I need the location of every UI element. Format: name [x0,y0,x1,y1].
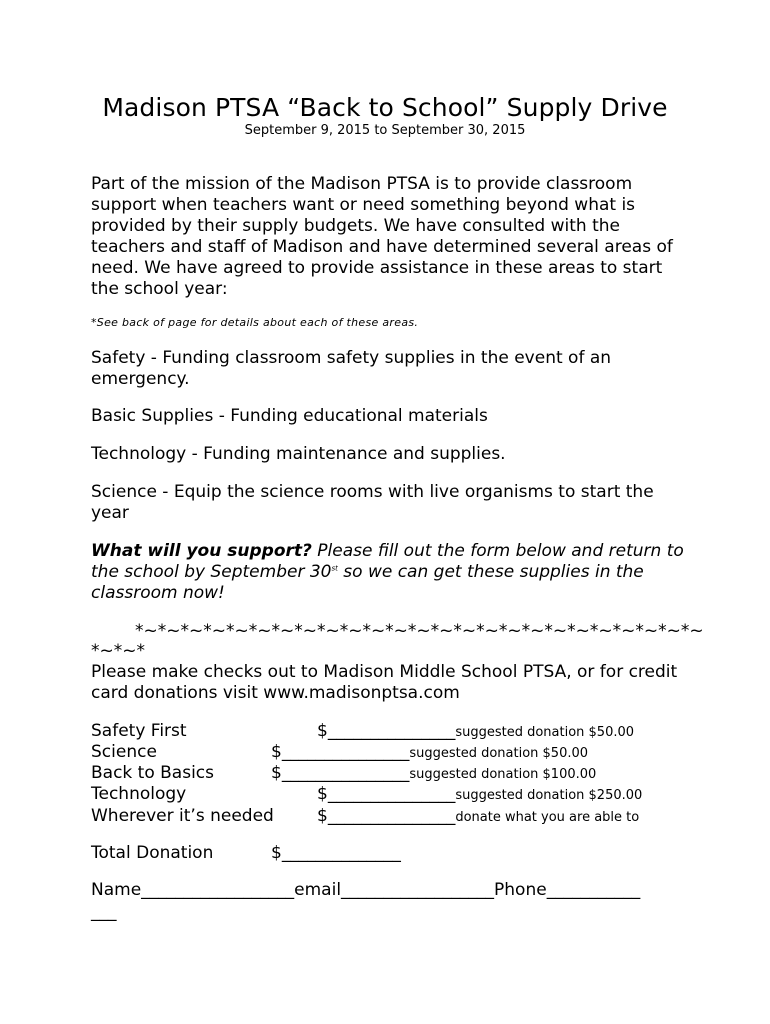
intro-paragraph: Part of the mission of the Madison PTSA is to provide classroom support when teachers want or need something beyond what is provided by their supply budgets. We have consulted with the teachers and staff of Madison and have determined several areas of need. We have agreed to provide assistance in these areas to start the school year: [91,174,673,299]
support-question-lead: What will you support? [91,541,312,561]
donation-label: Back to Basics [91,763,215,783]
donation-row-science [0,742,770,763]
page-title: Madison PTSA “Back to School” Supply Drive [102,93,668,122]
area-basic-supplies: Basic Supplies - Funding educational materials [91,406,488,426]
area-science: Science - Equip the science rooms with live organisms to start the year [91,482,654,523]
contact-fields[interactable]: Name__________________email__________________Phone___________ [91,880,641,900]
donation-amount-field[interactable] [271,742,588,764]
support-question-text: Please fill out the form below and return to the school by September 30 [91,541,684,582]
donation-suggestion: suggested donation $50.00 [409,746,589,761]
amount-blank[interactable]: $_______________ [317,784,456,804]
donation-label: Science [91,742,157,762]
area-safety: Safety - Funding classroom safety supplies in the event of an emergency. [91,348,612,389]
donation-suggestion: donate what you are able to [455,810,640,825]
donation-amount-field[interactable] [271,763,596,785]
total-donation-field[interactable]: $______________ [271,843,401,863]
donation-row-back-to-basics [0,763,770,784]
donation-label: Safety First [91,721,187,741]
donation-label: Technology [91,784,187,804]
drive-dates: September 9, 2015 to September 30, 2015 [244,123,526,138]
contact-fields-continued[interactable]: ___ [91,902,117,922]
amount-blank[interactable]: $_______________ [317,806,456,826]
support-question [91,541,691,604]
donation-row-safety [0,721,770,742]
donation-suggestion: suggested donation $250.00 [455,788,643,803]
back-of-page-note: *See back of page for details about each of these areas. [91,316,419,329]
donation-amount-field[interactable] [317,806,639,828]
separator-line-continued: *~*~* [91,641,145,661]
separator-line: *~*~*~*~*~*~*~*~*~*~*~*~*~*~*~*~*~*~*~*~*~*~*~*~*~ [135,621,704,641]
payment-instructions: Please make checks out to Madison Middle School PTSA, or for credit card donations visit www.madisonptsa.com [91,662,678,703]
amount-blank[interactable]: $_______________ [317,721,456,741]
donation-row-wherever-needed [0,806,770,827]
support-question-text-end: so we can get these supplies in the classroom now! [91,562,644,603]
donation-row-technology [0,784,770,805]
total-donation-label: Total Donation [91,843,214,863]
amount-blank[interactable]: $_______________ [271,763,410,783]
donation-suggestion: suggested donation $50.00 [455,725,635,740]
donation-label: Wherever it’s needed [91,806,274,826]
amount-blank[interactable]: $_______________ [271,742,410,762]
date-superscript: st [331,564,338,573]
donation-amount-field[interactable] [317,721,634,743]
area-technology: Technology - Funding maintenance and supplies. [91,444,506,464]
donation-suggestion: suggested donation $100.00 [409,767,597,782]
donation-amount-field[interactable] [317,784,642,806]
